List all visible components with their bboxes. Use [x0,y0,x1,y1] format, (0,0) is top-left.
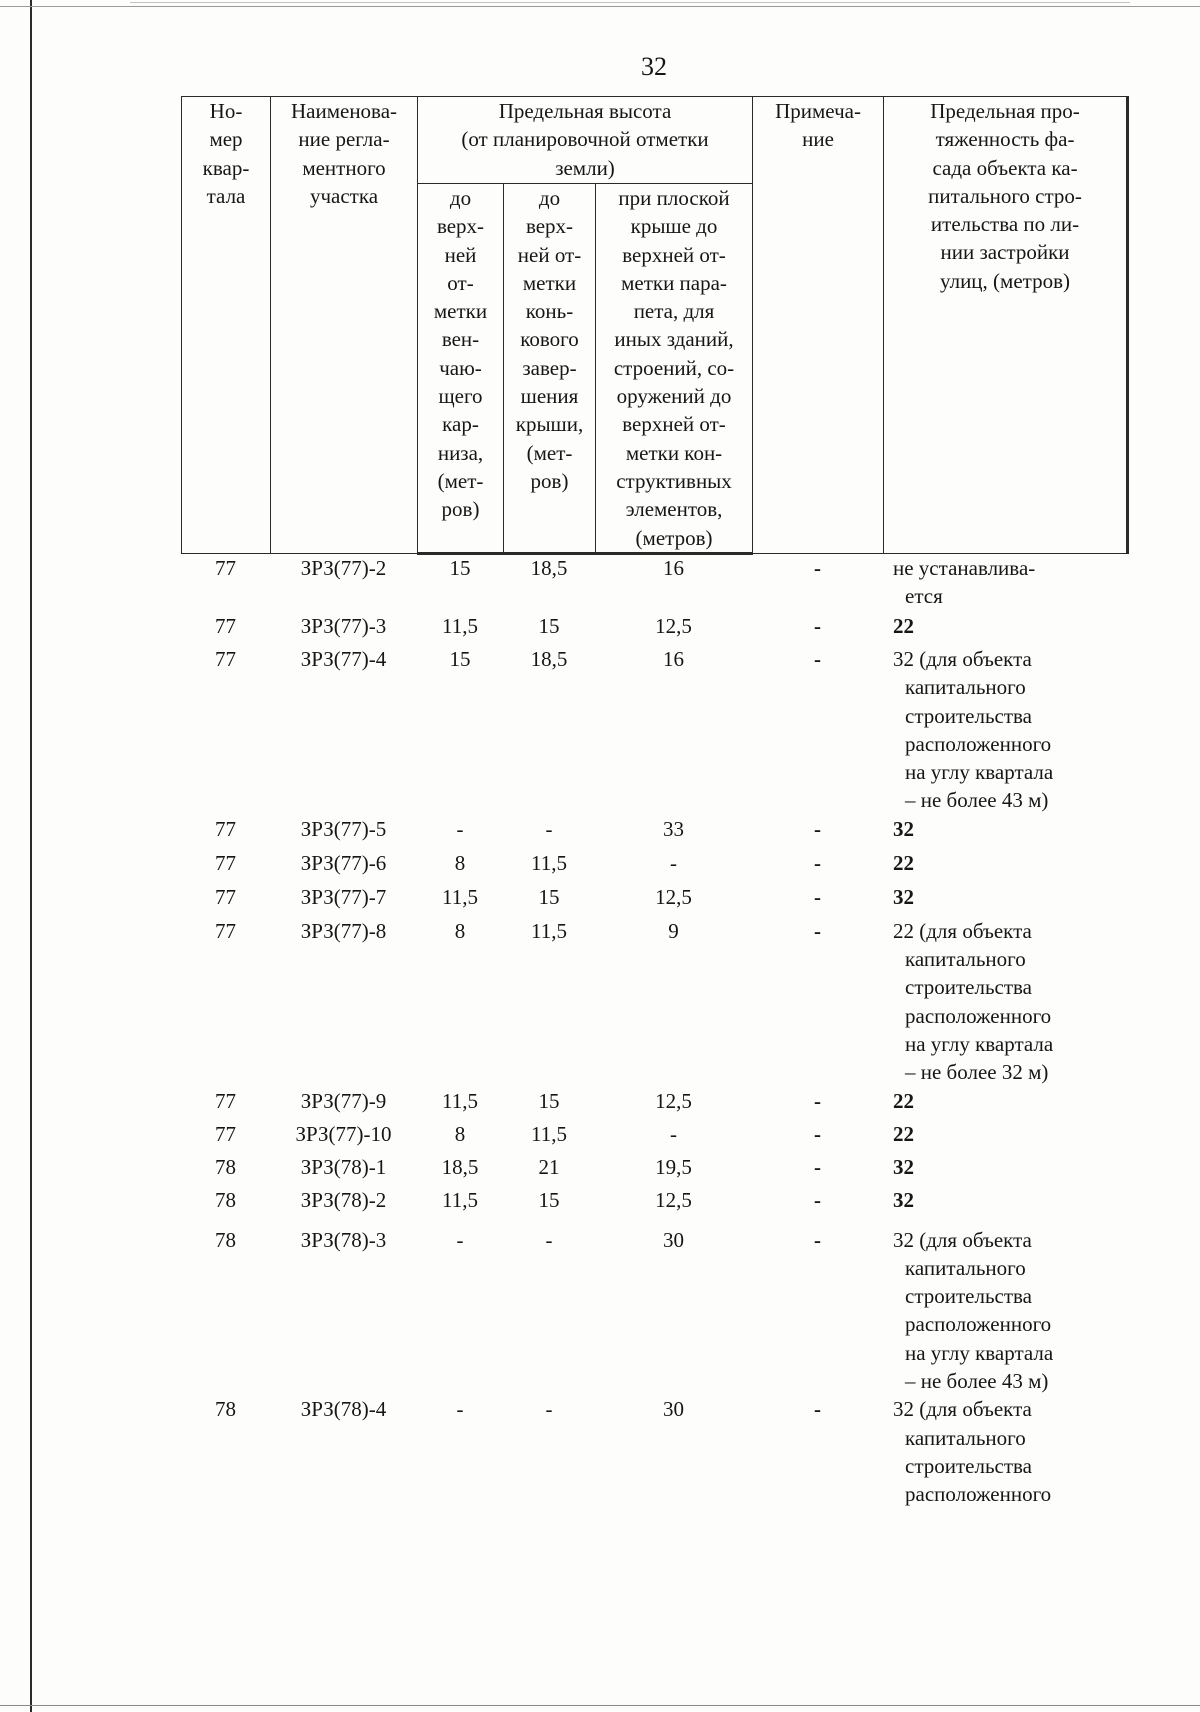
row-cornice-height: 18,5 [441,1154,479,1179]
header-line: ней [444,242,477,267]
row-note: - [814,1121,821,1146]
row-kvartal-number: 78 [215,1154,236,1179]
table-row [181,917,1127,1087]
row-parapet-height: - [670,850,677,875]
header-line: ров) [530,468,569,493]
header-line: оружений до [616,384,732,409]
row-note: - [814,884,821,909]
facade-line: расположенного [905,1482,1052,1507]
table-row [181,645,1127,815]
row-facade-length [883,1226,1127,1396]
row-plot-name: ЗРЗ(77)-10 [295,1121,392,1146]
row-ridge-height: 15 [538,1088,560,1113]
row-cornice-height: 15 [449,647,471,671]
facade-line: 22 (для объекта [893,918,1032,943]
facade-line: 22 [893,614,914,638]
header-line: верхней от- [622,242,726,267]
facade-line: строительства [905,975,1033,1000]
header-line: ней от- [517,242,582,267]
header-line: метки пара- [621,270,727,295]
row-kvartal-number: 78 [215,1397,236,1422]
table-row [181,1153,1127,1186]
facade-line: 32 (для объекта [893,647,1032,671]
row-parapet-height: 19,5 [655,1154,692,1179]
header-line: чаю- [439,355,482,380]
row-kvartal-number: 77 [215,850,236,875]
header-line: кового [520,327,579,352]
row-facade-length [883,883,1127,917]
row-ridge-height: 15 [538,1187,560,1212]
row-cornice-height: 11,5 [442,614,478,638]
header-note [753,97,884,554]
header-line: (мет- [526,440,573,465]
row-facade-length [883,917,1127,1087]
header-line: Предельная высота [498,99,672,123]
header-cornice-height [418,184,504,554]
row-plot-name: ЗРЗ(77)-8 [300,918,387,943]
facade-line: 32 [893,884,914,909]
facade-line: на углу квартала [905,1340,1054,1365]
row-parapet-height: 12,5 [655,614,692,638]
header-line: Наименова- [290,99,398,123]
row-facade-length [883,815,1127,849]
header-line: ментного [302,155,386,180]
facade-line: 32 [893,1154,914,1179]
row-plot-name: ЗРЗ(77)-4 [300,647,387,671]
row-parapet-height: 16 [663,647,684,671]
header-line: (мет- [437,468,484,493]
header-facade-length [884,97,1128,554]
row-note: - [814,918,821,943]
row-kvartal-number: 77 [215,614,236,638]
row-ridge-height: 21 [538,1154,560,1179]
header-line: до [538,186,561,210]
header-line: крыше до [630,214,718,239]
header-line: ние [802,127,834,152]
row-parapet-height: 9 [668,918,679,943]
row-kvartal-number: 77 [215,1088,236,1113]
facade-line: 22 [893,1088,914,1113]
header-line: вен- [441,327,480,352]
header-line: ительства по ли- [930,212,1080,237]
header-line: земли) [555,155,615,180]
header-line: нии застройки [940,240,1070,265]
header-line: конь- [525,299,574,324]
row-facade-length [883,612,1127,645]
row-facade-length [883,1153,1127,1186]
table-row [181,612,1127,645]
table-row [181,554,1127,612]
row-note: - [814,1154,821,1179]
row-kvartal-number: 77 [215,816,236,841]
row-plot-name: ЗРЗ(77)-2 [300,556,387,580]
row-plot-name: ЗРЗ(78)-1 [300,1154,387,1179]
table-row [181,1186,1127,1226]
header-line: ние регла- [298,127,390,152]
row-note: - [814,1187,821,1212]
row-cornice-height: 8 [454,918,466,943]
header-line: верхней от- [622,412,726,437]
header-line: щего [438,384,483,409]
row-note: - [814,816,821,841]
facade-line: 32 (для объекта [893,1397,1032,1422]
facade-line: расположенного [905,1312,1052,1337]
table-row [181,815,1127,849]
facade-line: – не более 43 м) [905,788,1049,813]
row-plot-name: ЗРЗ(78)-3 [300,1227,387,1252]
row-note: - [814,850,821,875]
header-parapet-height [596,184,753,554]
table-body [181,554,1127,1509]
row-plot-name: ЗРЗ(77)-9 [300,1088,387,1113]
header-line: верх- [436,214,485,239]
header-line: улиц, (метров) [940,268,1070,293]
header-line: тяженность фа- [935,127,1075,152]
facade-line: ется [905,584,943,609]
row-kvartal-number: 77 [215,1121,236,1146]
facade-line: капитального [905,675,1026,700]
row-ridge-height: 18,5 [530,647,568,671]
facade-line: не устанавлива- [893,556,1036,580]
facade-line: строительства [905,703,1033,728]
header-line: шения [520,384,579,409]
table-header [181,96,1129,555]
row-plot-name: ЗРЗ(78)-4 [300,1397,387,1422]
row-note: - [814,556,821,580]
header-line: метки кон- [625,440,723,465]
row-kvartal-number: 78 [215,1187,236,1212]
row-plot-name: ЗРЗ(78)-2 [300,1187,387,1212]
row-facade-length [883,554,1127,612]
row-parapet-height: 12,5 [655,1187,692,1212]
row-parapet-height: 30 [663,1227,684,1252]
header-line: ров) [441,497,480,522]
table-row [181,1087,1127,1120]
scan-border-top [0,6,1200,7]
header-line: структивных [616,468,732,493]
row-parapet-height: 33 [663,816,684,841]
table-row [181,1226,1127,1396]
row-kvartal-number: 77 [215,647,236,671]
facade-line: строительства [905,1284,1033,1309]
row-cornice-height: 8 [454,1121,466,1146]
row-note: - [814,1088,821,1113]
row-ridge-height: 11,5 [531,1121,567,1146]
facade-line: на углу квартала [905,1031,1054,1056]
header-line: метки [522,270,577,295]
scan-border-left [30,0,32,1712]
facade-line: – не более 32 м) [905,1060,1049,1085]
header-kvartal-number [182,97,271,554]
page-number: 32 [641,52,667,81]
row-plot-name: ЗРЗ(77)-6 [300,850,387,875]
facade-line: 32 [893,1187,914,1212]
facade-line: капитального [905,947,1026,972]
row-parapet-height: 16 [663,556,684,580]
header-line: метки [433,299,488,324]
row-ridge-height: 15 [538,614,560,638]
facade-line: расположенного [905,731,1052,756]
header-line: до [449,186,472,210]
row-ridge-height: 15 [538,884,560,909]
row-note: - [814,1397,821,1422]
header-line: строений, со- [613,355,735,380]
row-ridge-height: 18,5 [530,556,568,580]
scan-border-bottom [0,1705,1200,1706]
row-parapet-height: 12,5 [655,1088,692,1113]
header-line: при плоской [618,186,730,210]
scan-border-top-inner [130,2,1130,3]
header-line: пета, для [633,299,715,324]
row-kvartal-number: 78 [215,1227,236,1252]
row-facade-length [883,1087,1127,1120]
row-ridge-height: - [545,1227,553,1252]
header-line: Примеча- [775,99,861,123]
facade-line: капитального [905,1255,1026,1280]
row-plot-name: ЗРЗ(77)-7 [300,884,387,909]
row-note: - [814,647,821,671]
row-facade-length [883,645,1127,815]
row-plot-name: ЗРЗ(77)-3 [300,614,387,638]
row-parapet-height: 12,5 [655,884,692,909]
header-line: низа, [437,440,484,465]
row-note: - [814,614,821,638]
facade-line: на углу квартала [905,760,1054,785]
header-line: верх- [525,214,574,239]
header-line: Но- [209,99,243,123]
table-row [181,1395,1127,1508]
facade-line: 32 (для объекта [893,1227,1032,1252]
row-cornice-height: 11,5 [442,1088,478,1113]
header-line: от- [447,270,474,295]
row-cornice-height: 15 [449,556,471,580]
header-line: элементов, [625,497,723,522]
header-line: мер [209,127,243,152]
row-parapet-height: 30 [663,1397,684,1422]
header-line: (метров) [635,525,713,550]
header-line: сада объекта ка- [932,155,1078,180]
table-row [181,883,1127,917]
row-cornice-height: 8 [454,850,466,875]
row-kvartal-number: 77 [215,556,236,580]
header-line: Предельная про- [930,99,1080,123]
row-cornice-height: 11,5 [442,884,478,909]
facade-line: 22 [893,850,914,875]
row-kvartal-number: 77 [215,884,236,909]
row-facade-length [883,849,1127,883]
row-cornice-height: 11,5 [442,1187,478,1212]
header-line: кар- [442,412,479,437]
header-line: питального стро- [928,183,1082,208]
row-cornice-height: - [456,1227,464,1252]
facade-line: строительства [905,1453,1033,1478]
row-cornice-height: - [456,1397,464,1422]
facade-line: расположенного [905,1003,1052,1028]
facade-line: капитального [905,1425,1026,1450]
table-rows [181,554,1127,1509]
row-ridge-height: 11,5 [531,918,567,943]
table-row [181,849,1127,883]
header-line: (от планировочной отметки [461,127,709,152]
facade-line: 32 [893,816,914,841]
header-line: тала [206,183,246,208]
header-line: участка [309,183,379,208]
row-cornice-height: - [456,816,464,841]
row-kvartal-number: 77 [215,918,236,943]
header-line: квар- [202,155,250,180]
facade-line: – не более 43 м) [905,1369,1049,1394]
header-line: завер- [522,355,577,380]
row-note: - [814,1227,821,1252]
header-plot-name [271,97,418,554]
row-ridge-height: - [545,816,553,841]
header-line: иных зданий, [614,327,734,352]
header-height-limit [418,97,753,184]
row-facade-length [883,1186,1127,1226]
row-ridge-height: 11,5 [531,850,567,875]
header-ridge-height [504,184,596,554]
header-line: крыши, [515,412,584,437]
row-ridge-height: - [545,1397,553,1422]
row-parapet-height: - [670,1121,677,1146]
row-facade-length [883,1120,1127,1153]
row-facade-length [883,1395,1127,1508]
facade-line: 22 [893,1121,914,1146]
table-row [181,1120,1127,1153]
row-plot-name: ЗРЗ(77)-5 [300,816,387,841]
